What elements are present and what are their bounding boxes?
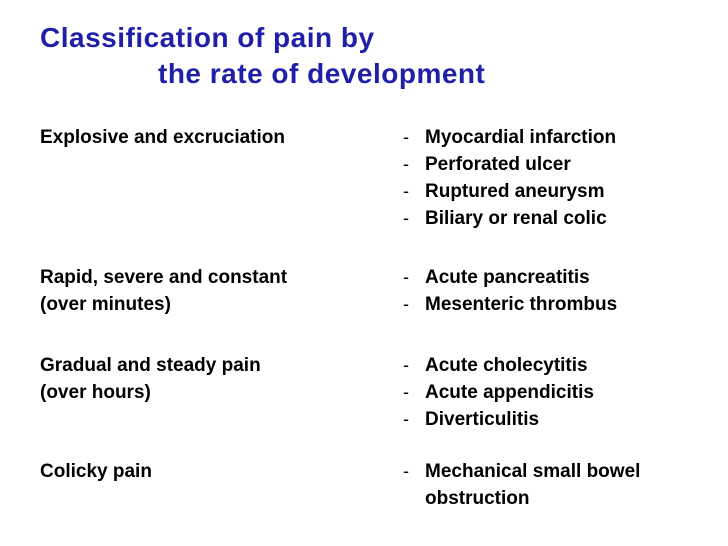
list-item-text: Ruptured aneurysm bbox=[425, 181, 605, 202]
list-item-text: Biliary or renal colic bbox=[425, 208, 607, 229]
row-label-line: Explosive and excruciation bbox=[40, 127, 285, 148]
row-label bbox=[40, 124, 380, 151]
row-label bbox=[40, 458, 380, 485]
title-line-1: Classification of pain by bbox=[40, 22, 375, 53]
list-item bbox=[403, 151, 723, 178]
dash-bullet: - bbox=[403, 355, 409, 375]
list-item bbox=[403, 178, 723, 205]
condition-list bbox=[403, 352, 723, 433]
dash-bullet: - bbox=[403, 181, 409, 201]
list-item bbox=[403, 406, 723, 433]
row-label-line: Rapid, severe and constant bbox=[40, 267, 288, 288]
slide-title bbox=[40, 20, 485, 92]
dash-bullet: - bbox=[403, 409, 409, 429]
list-item-text: Acute pancreatitis bbox=[425, 267, 590, 288]
list-item-text: Diverticulitis bbox=[425, 409, 540, 430]
title-line-2: the rate of development bbox=[158, 58, 486, 89]
row-label-line: (over hours) bbox=[40, 382, 151, 403]
row-label bbox=[40, 352, 380, 406]
condition-list bbox=[403, 458, 723, 512]
dash-bullet: - bbox=[403, 267, 409, 287]
dash-bullet: - bbox=[403, 382, 409, 402]
row-label bbox=[40, 264, 380, 318]
row-label-line: (over minutes) bbox=[40, 294, 171, 315]
list-item bbox=[403, 124, 723, 151]
list-item-text: Mesenteric thrombus bbox=[425, 294, 618, 315]
list-item-text: Mechanical small bowel bbox=[425, 461, 641, 482]
list-item bbox=[403, 458, 723, 512]
condition-list bbox=[403, 264, 723, 318]
list-item bbox=[403, 205, 723, 232]
list-item-text: Myocardial infarction bbox=[425, 127, 617, 148]
dash-bullet: - bbox=[403, 461, 409, 481]
list-item-text: obstruction bbox=[425, 488, 530, 509]
dash-bullet: - bbox=[403, 127, 409, 147]
list-item bbox=[403, 352, 723, 379]
list-item bbox=[403, 264, 723, 291]
row-label-line: Gradual and steady pain bbox=[40, 355, 261, 376]
list-item-text: Perforated ulcer bbox=[425, 154, 571, 175]
list-item bbox=[403, 291, 723, 318]
dash-bullet: - bbox=[403, 208, 409, 228]
dash-bullet: - bbox=[403, 154, 409, 174]
dash-bullet: - bbox=[403, 294, 409, 314]
list-item-text: Acute appendicitis bbox=[425, 382, 594, 403]
list-item-text: Acute cholecytitis bbox=[425, 355, 588, 376]
list-item bbox=[403, 379, 723, 406]
condition-list bbox=[403, 124, 723, 232]
row-label-line: Colicky pain bbox=[40, 461, 152, 482]
